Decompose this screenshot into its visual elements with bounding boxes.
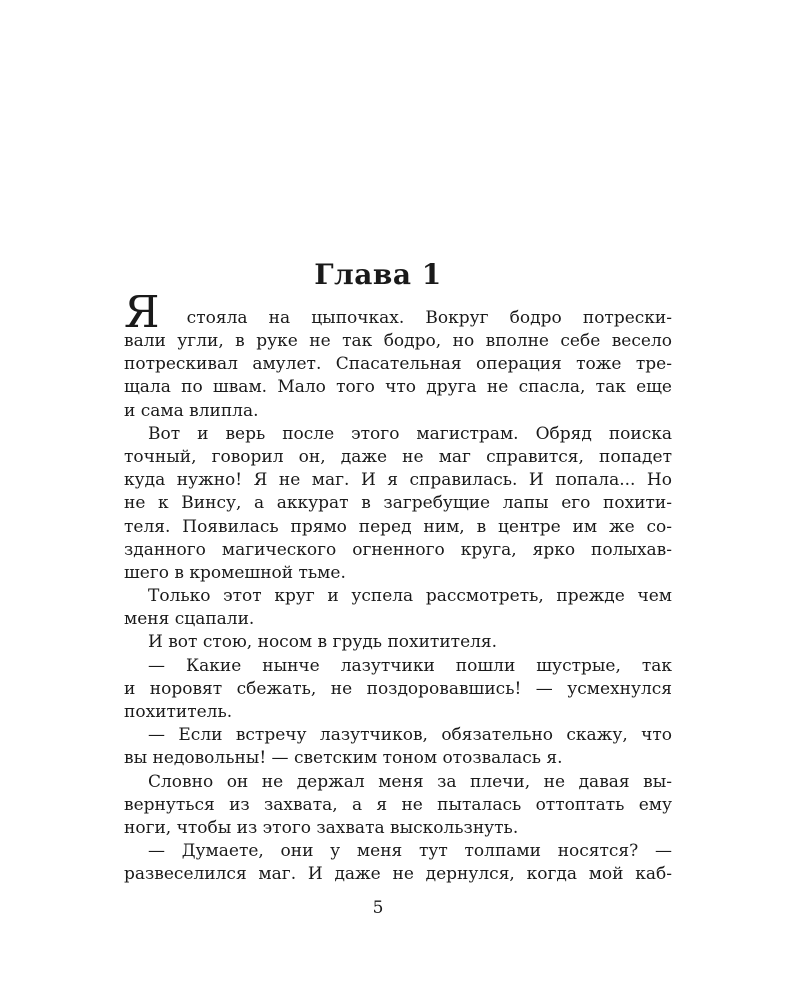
text-line: вернуться из захвата, а я не пыталась оттоптать ему	[124, 794, 672, 815]
text-line: Вот и верь после этого магистрам. Обряд поиска	[148, 423, 672, 444]
text-line: развеселился маг. И даже не дернулся, когда мой каб-	[124, 864, 672, 885]
text-line: шего в кромешной тьме.	[124, 562, 346, 583]
text-line: похититель.	[124, 702, 233, 722]
text-line: куда нужно! Я не маг. И я справилась. И попала... Но	[124, 470, 672, 491]
text-line: И вот стою, носом в грудь похитителя.	[148, 632, 498, 653]
text-line: — Если встречу лазутчиков, обязательно скажу, что	[148, 725, 672, 746]
text-line: теля. Появилась прямо перед ним, в центре им же со-	[124, 516, 672, 537]
text-line: вали угли, в руке не так бодро, но вполне себе весело	[124, 331, 672, 351]
text-line: щала по швам. Мало того что друга не спасла, так еще	[124, 377, 672, 398]
text-line: и сама влипла.	[124, 400, 259, 421]
chapter-text	[124, 287, 672, 887]
text-line: не к Винсу, а аккурат в загребущие лапы его похити-	[124, 493, 672, 514]
text-line: — Какие нынче лазутчики пошли шустрые, так	[148, 655, 672, 676]
text-line: и норовят сбежать, не поздоровавшись! — усмехнулся	[124, 678, 672, 699]
chapter-title: Глава 1	[314, 258, 442, 291]
text-line: меня сцапали.	[124, 609, 255, 630]
text-line: Только этот круг и успела рассмотреть, прежде чем	[148, 586, 672, 607]
text-line: потрескивал амулет. Спасательная операция тоже тре-	[124, 354, 672, 375]
first-line	[124, 287, 672, 338]
text-lines	[124, 330, 672, 887]
text-line: ноги, чтобы из этого захвата выскользнуть.	[124, 817, 519, 838]
text-line: точный, говорил он, даже не маг справится, попадет	[124, 446, 672, 467]
text-line: вы недовольны! — светским тоном отозвалась я.	[124, 748, 563, 769]
first-line-text: стояла на цыпочках. Вокруг бодро потрески-	[165, 307, 672, 328]
text-line: зданного магического огненного круга, ярко полыхав-	[124, 539, 672, 560]
text-line: — Думаете, они у меня тут толпами носятся? —	[148, 841, 672, 862]
text-line: Словно он не держал меня за плечи, не давая вы-	[148, 771, 672, 792]
page-number: 5	[372, 898, 384, 918]
dropcap-letter: Я	[124, 287, 160, 338]
